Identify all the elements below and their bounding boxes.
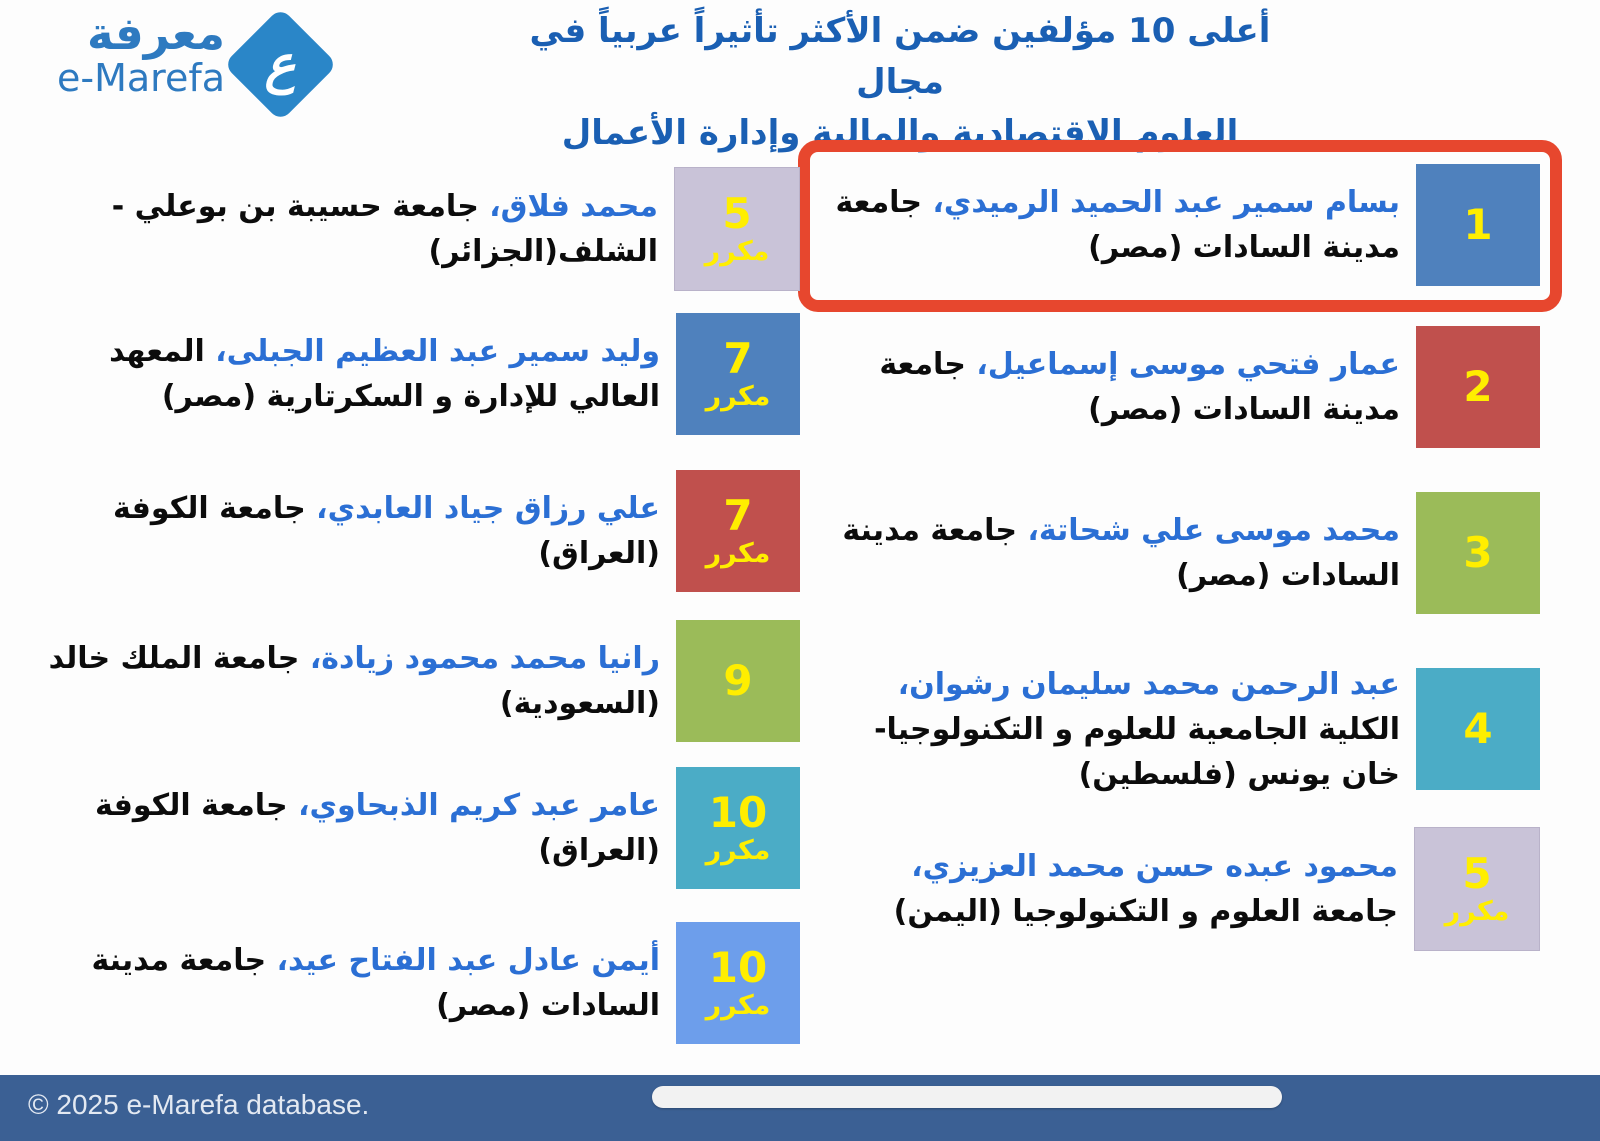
rank-badge: [676, 313, 800, 435]
rank-repeat-label: مكرر: [1444, 896, 1510, 928]
author-text: [15, 184, 658, 274]
logo-diamond-icon: [220, 4, 340, 124]
author-entry-rank-7-bis-blue: [15, 307, 800, 441]
author-affiliation: جامعة مدينة السادات (مصر): [842, 513, 1400, 593]
logo-text: [40, 7, 225, 101]
author-affiliation: جامعة الكوفة (العراق): [95, 788, 660, 868]
rank-badge: [1416, 326, 1540, 448]
rank-badge: [1416, 492, 1540, 614]
rank-number: 10: [708, 788, 768, 838]
rank-repeat-label: مكرر: [704, 236, 770, 268]
author-name: بسام سمير عبد الحميد الرميدي،: [932, 185, 1400, 220]
author-name: علي رزاق جياد العابدي،: [316, 491, 660, 526]
author-text: [820, 662, 1400, 797]
title-line-2: العلوم الاقتصادية والمالية وإدارة الأعمال: [561, 113, 1239, 153]
rank-number: 2: [1463, 362, 1493, 412]
author-entry-rank-5-bis-left: [15, 162, 800, 296]
author-affiliation: جامعة الملك خالد (السعودية): [48, 641, 660, 721]
author-name: محمد فلاق،: [489, 189, 658, 224]
rank-badge: [1416, 164, 1540, 286]
author-affiliation: جامعة مدينة السادات (مصر): [835, 185, 1400, 265]
author-entry-rank-10-bis-sky: [15, 916, 800, 1050]
rank-badge: [1414, 827, 1540, 951]
logo-name-latin: e-Marefa: [57, 56, 225, 101]
author-entry-rank-1: [820, 158, 1540, 292]
author-entry-rank-5-bis: [820, 822, 1540, 956]
copyright-text: © 2025 e-Marefa database.: [28, 1089, 370, 1120]
author-text: [820, 180, 1400, 270]
author-name: عبد الرحمن محمد سليمان رشوان،: [897, 666, 1400, 702]
rank-number: 3: [1463, 528, 1493, 578]
logo-ain-glyph: ع: [264, 35, 296, 95]
rank-number: 5: [1462, 849, 1492, 899]
rank-number: 9: [723, 656, 753, 706]
author-entry-rank-2: [820, 320, 1540, 454]
footer-bar: [0, 1075, 1600, 1141]
rank-repeat-label: مكرر: [705, 990, 771, 1022]
rank-number: 5: [722, 189, 752, 239]
author-text: [15, 783, 660, 873]
author-entry-rank-3: [820, 486, 1540, 620]
author-name: محمود عبده حسن محمد العزيزي،: [911, 849, 1398, 884]
rank-number: 7: [723, 334, 753, 384]
author-name: محمد موسى علي شحاتة،: [1027, 513, 1400, 548]
rank-badge: [1416, 668, 1540, 790]
author-affiliation: جامعة مدينة السادات (مصر): [91, 943, 660, 1023]
author-affiliation: جامعة العلوم و التكنولوجيا (اليمن): [893, 894, 1398, 929]
rank-repeat-label: مكرر: [705, 538, 771, 570]
author-name: عمار فتحي موسى إسماعيل،: [976, 347, 1400, 382]
author-text: [820, 844, 1398, 934]
author-text: [15, 329, 660, 419]
author-entry-rank-10-bis-teal: [15, 761, 800, 895]
author-affiliation: المعهد العالي للإدارة و السكرتارية (مصر): [109, 334, 660, 414]
author-name: عامر عبد كريم الذبحاوي،: [298, 788, 660, 823]
author-entry-rank-9: [15, 614, 800, 748]
rank-badge: [676, 767, 800, 889]
rank-repeat-label: مكرر: [705, 381, 771, 413]
rank-number: 10: [708, 943, 768, 993]
author-affiliation: جامعة حسيبة بن بوعلي - الشلف(الجزائر): [111, 189, 658, 269]
rank-badge: [676, 922, 800, 1044]
author-text: [820, 508, 1400, 598]
logo-name-arabic: معرفة: [86, 7, 225, 60]
rank-number: 7: [723, 491, 753, 541]
e-marefa-logo: [40, 4, 340, 124]
page-title: [480, 6, 1320, 159]
author-text: [15, 636, 660, 726]
author-affiliation: جامعة الكوفة (العراق): [113, 491, 660, 571]
author-affiliation: جامعة مدينة السادات (مصر): [879, 347, 1400, 427]
rank-repeat-label: مكرر: [705, 835, 771, 867]
author-affiliation: الكلية الجامعية للعلوم و التكنولوجيا-خان يونس (فلسطين): [874, 711, 1400, 792]
rank-badge: [676, 470, 800, 592]
rank-badge: [674, 167, 800, 291]
author-entry-rank-7-bis-red: [15, 464, 800, 598]
author-text: [15, 938, 660, 1028]
author-name: رانيا محمد محمود زيادة،: [309, 641, 660, 676]
author-name: أيمن عادل عبد الفتاح عيد،: [276, 943, 660, 978]
author-name: وليد سمير عبد العظيم الجبلى،: [215, 334, 660, 369]
author-entry-rank-4: [820, 662, 1540, 796]
title-line-1: أعلى 10 مؤلفين ضمن الأكثر تأثيراً عربياً في مجال: [529, 11, 1271, 102]
rank-badge: [676, 620, 800, 742]
scrollbar-thumb[interactable]: [652, 1086, 1282, 1108]
author-text: [15, 486, 660, 576]
author-text: [820, 342, 1400, 432]
rank-number: 1: [1463, 200, 1493, 250]
rank-number: 4: [1463, 704, 1493, 754]
